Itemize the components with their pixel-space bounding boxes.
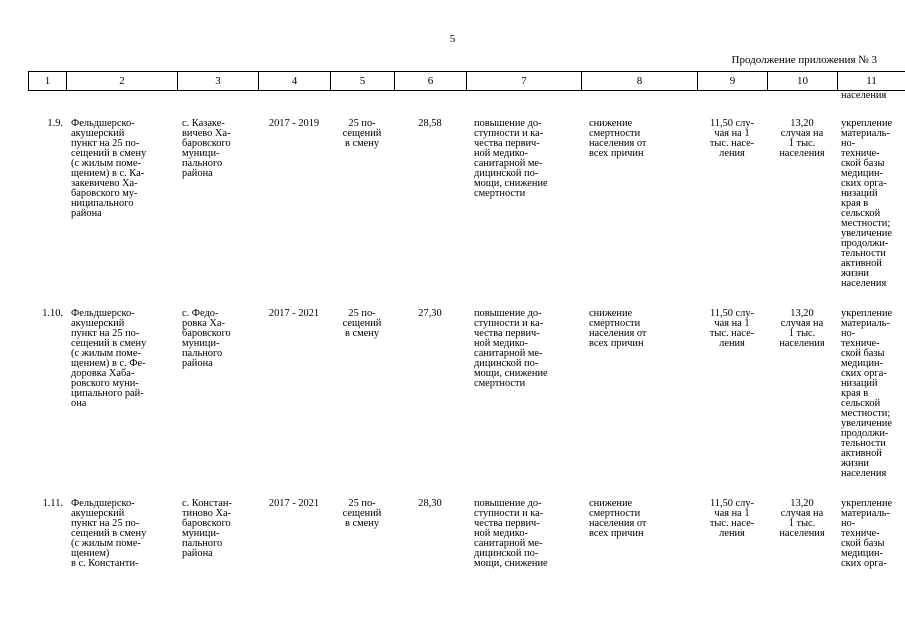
column-header: 3 <box>178 72 259 91</box>
column-header: 9 <box>698 72 768 91</box>
column-header: 11 <box>838 72 905 91</box>
period-cell: 2017 - 2021 <box>268 308 320 319</box>
row-number: 1.11. <box>42 498 63 509</box>
page-number: 5 <box>449 33 456 45</box>
row-number: 1.9. <box>47 118 63 129</box>
column-header: 1 <box>29 72 67 91</box>
value-before-cell: 11,50 слу- чая на 1 тыс. насе- ления <box>709 118 755 159</box>
column-header: 2 <box>67 72 178 91</box>
cost-cell: 28,30 <box>418 498 442 509</box>
goal-cell: повышение до- ступности и ка- чества первич- ной медико- санитарной ме- дицинской по- мощи, снижение смертности <box>474 118 548 199</box>
row-number: 1.10. <box>42 308 63 319</box>
value-after-cell: 13,20 случая на 1 тыс. населения <box>779 308 825 349</box>
effect-cell: укрепление материаль- но- техниче- ской базы медицин- ских орга- низаций края в сельской местности; увеличение продолжи- тельности активной жизни населения <box>841 118 893 289</box>
indicator-cell: снижение смертности населения от всех причин <box>589 498 647 539</box>
table-row <box>28 117 905 307</box>
cost-cell: 27,30 <box>418 308 442 319</box>
column-header: 4 <box>259 72 331 91</box>
column-header: 8 <box>582 72 698 91</box>
value-after-cell: 13,20 случая на 1 тыс. населения <box>779 118 825 159</box>
appendix-table-body <box>28 91 905 569</box>
location-cell: с. Констан- тиново Ха- баровского муници- пального района <box>182 498 232 559</box>
object-name-cell: Фельдшерско- акушерский пункт на 25 по- сещений в смену (с жилым поме- щением) в с. Константи- <box>71 498 147 569</box>
indicator-cell: снижение смертности населения от всех причин <box>589 118 647 159</box>
value-after-cell: 13,20 случая на 1 тыс. населения <box>779 498 825 539</box>
continuation-row <box>28 91 905 117</box>
goal-cell: повышение до- ступности и ка- чества первич- ной медико- санитарной ме- дицинской по- мощи, снижение <box>474 498 548 569</box>
location-cell: с. Казаке- вичево Ха- баровского муници- пального района <box>182 118 231 179</box>
column-header: 6 <box>395 72 467 91</box>
location-cell: с. Федо- ровка Ха- баровского муници- пального района <box>182 308 231 369</box>
cost-cell: 28,58 <box>418 118 442 129</box>
value-before-cell: 11,50 слу- чая на 1 тыс. насе- ления <box>709 308 755 349</box>
capacity-cell: 25 по- сещений в смену <box>342 118 382 149</box>
effect-cell: населения <box>841 91 887 101</box>
goal-cell: повышение до- ступности и ка- чества первич- ной медико- санитарной ме- дицинской по- мощи, снижение смертности <box>474 308 548 389</box>
effect-cell: укрепление материаль- но- техниче- ской базы медицин- ских орга- низаций края в сельской местности; увеличение продолжи- тельности активной жизни населения <box>841 308 893 479</box>
column-header: 10 <box>768 72 838 91</box>
object-name-cell: Фельдшерско- акушерский пункт на 25 по- сещений в смену (с жилым поме- щением) в с. Фе- доровка Хаба- ровского муни- ципального рай- она <box>71 308 147 409</box>
indicator-cell: снижение смертности населения от всех причин <box>589 308 647 349</box>
column-number-header <box>28 71 905 91</box>
appendix-continuation-note: Продолжение приложения № 3 <box>731 54 877 66</box>
period-cell: 2017 - 2021 <box>268 498 320 509</box>
period-cell: 2017 - 2019 <box>268 118 320 129</box>
value-before-cell: 11,50 слу- чая на 1 тыс. насе- ления <box>709 498 755 539</box>
object-name-cell: Фельдшерско- акушерский пункт на 25 по- сещений в смену (с жилым поме- щением) в с. Ка- закевичево Ха- баровского му- ниципального района <box>71 118 147 219</box>
capacity-cell: 25 по- сещений в смену <box>342 498 382 529</box>
table-row <box>28 307 905 497</box>
column-header: 5 <box>331 72 395 91</box>
capacity-cell: 25 по- сещений в смену <box>342 308 382 339</box>
table-row <box>28 497 905 569</box>
column-header: 7 <box>467 72 582 91</box>
effect-cell: укрепление материаль- но- техниче- ской базы медицин- ских орга- <box>841 498 893 569</box>
